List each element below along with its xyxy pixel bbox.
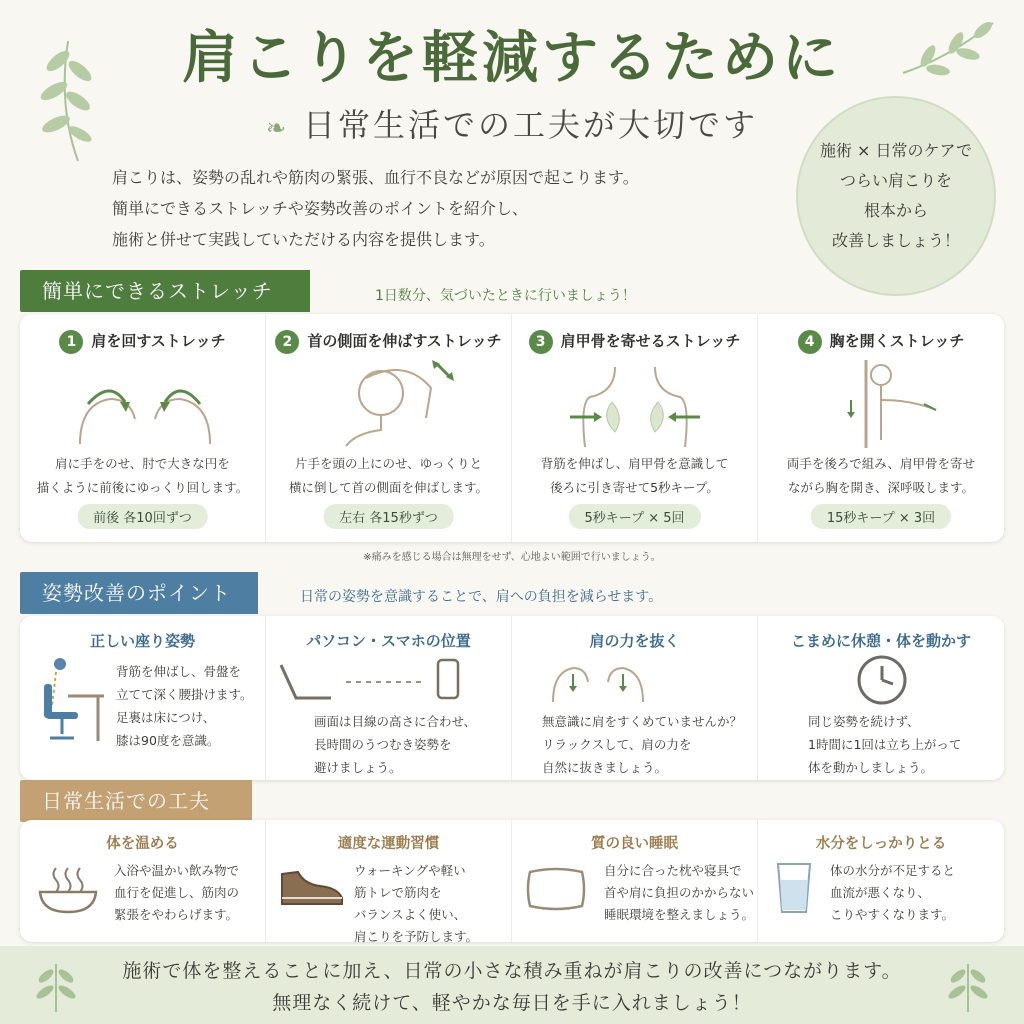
desc-line: バランスよく使い、 [354, 907, 467, 922]
desc-line: 両手を後ろで組み、肩甲骨を寄せ [786, 456, 976, 471]
stretch-card [512, 314, 758, 542]
subtitle-text: 日常生活での工夫が大切です [303, 106, 759, 144]
repetition-badge: 前後 各10回ずつ [77, 504, 208, 529]
desc-line: 膝は90度を意識。 [116, 733, 220, 748]
water-glass-icon [774, 862, 814, 914]
lifestyle-title: 体を温める [106, 836, 179, 852]
highlight-circle [796, 96, 996, 296]
desc-line: こりやすくなります。 [830, 907, 955, 922]
lifestyle-title: 水分をしっかりとる [815, 836, 947, 852]
stretch-title [266, 330, 511, 354]
circle-line: つらい肩こりを [839, 171, 952, 190]
chest-open-icon [836, 360, 946, 448]
lifestyle-card [20, 820, 266, 942]
desc-line: 筋トレで筋肉を [354, 885, 442, 900]
desc-line: 足裏は床につけ、 [116, 710, 216, 725]
footer-banner [0, 946, 1024, 1024]
footer-line: 無理なく続けて、軽やかな毎日を手に入れましょう！ [272, 992, 752, 1014]
stretch-desc [526, 452, 743, 500]
desc-line: 体を動かしましょう。 [808, 760, 934, 775]
step-number: 3 [529, 330, 553, 354]
section-heading-stretch: 簡単にできるストレッチ [20, 270, 310, 312]
desc-line: ながら胸を開き、深呼吸します。 [787, 480, 974, 495]
lifestyle-desc [114, 860, 239, 926]
posture-card [266, 616, 512, 780]
footer-line: 施術で体を整えることに加え、日常の小さな積み重ねが肩こりの改善につながります。 [122, 960, 902, 982]
repetition-badge: 左右 各15秒ずつ [323, 504, 454, 529]
desc-line: 立てて深く腰掛けます。 [116, 687, 253, 702]
stretch-card [20, 314, 266, 542]
desc-line: 描くように前後にゆっくり回します。 [36, 480, 249, 495]
desc-line: 自分に合った枕や寝具で [604, 863, 742, 878]
lifestyle-card [512, 820, 758, 942]
section-note-stretch: 1日数分、気づいたときに行いましょう！ [375, 288, 636, 304]
posture-card [512, 616, 758, 780]
desc-line: 同じ姿勢を続けず、 [808, 714, 920, 729]
posture-title: 肩の力を抜く [589, 632, 680, 650]
desc-line: 緊張をやわらげます。 [114, 907, 239, 922]
lifestyle-panel [20, 820, 1004, 942]
intro-text [112, 162, 772, 255]
lifestyle-desc [604, 860, 754, 926]
page-title: 肩こりを軽減するために [182, 25, 842, 91]
step-number: 2 [275, 330, 299, 354]
intro-line: 肩こりは、姿勢の乱れや筋肉の緊張、血行不良などが原因で起こります。 [112, 168, 639, 187]
desc-line: 背筋を伸ばし、骨盤を [116, 664, 242, 679]
desc-line: 睡眠環境を整えましょう。 [604, 907, 755, 922]
shoe-icon [276, 864, 346, 908]
leaf-icon: ❧ [265, 114, 290, 142]
lifestyle-card [266, 820, 512, 942]
posture-title: 正しい座り姿勢 [89, 632, 195, 650]
step-number: 4 [798, 330, 822, 354]
posture-title: パソコン・スマホの位置 [306, 632, 471, 650]
desc-line: 画面は目線の高さに合わせ、 [314, 714, 477, 729]
lifestyle-desc [354, 860, 478, 948]
stretch-title-text: 胸を開くストレッチ [829, 332, 965, 350]
stretch-card [266, 314, 512, 542]
stretch-panel [20, 314, 1004, 542]
intro-line: 施術と併せて実践していただける内容を提供します。 [112, 230, 495, 249]
section-heading-lifestyle: 日常生活での工夫 [20, 780, 252, 822]
posture-desc [116, 660, 253, 752]
chair-icon [38, 656, 108, 746]
desc-line: 首や肩に負担のかからない [604, 885, 755, 900]
shoulder-rotate-icon [70, 374, 220, 449]
lifestyle-desc [830, 860, 955, 926]
stretch-card [758, 314, 1004, 542]
posture-title: こまめに休憩・体を動かす [790, 632, 971, 650]
step-number: 1 [59, 330, 83, 354]
stretch-desc [772, 452, 990, 500]
desc-line: 1時間に1回は立ち上がって [808, 737, 962, 752]
section-note-posture: 日常の姿勢を意識することで、肩への負担を減らせます。 [300, 589, 663, 605]
desc-line: 自然に抜きましょう。 [542, 760, 668, 775]
neck-stretch-icon [336, 358, 456, 448]
pillow-icon [524, 864, 588, 914]
posture-desc [314, 710, 476, 779]
relax-shoulder-icon [548, 660, 648, 705]
caution-note: ※痛みを感じる場合は無理をせず、心地よい範囲で行いましょう。 [363, 552, 661, 563]
lifestyle-card [758, 820, 1004, 942]
desc-line: リラックスして、肩の力を [542, 737, 692, 752]
desc-line: 血流が悪くなり、 [830, 885, 931, 900]
desc-line: 血行を促進し、筋肉の [114, 885, 240, 900]
stretch-desc [280, 452, 497, 500]
circle-line: 改善しましょう！ [831, 231, 960, 250]
stretch-title [758, 330, 1004, 354]
section-heading-posture: 姿勢改善のポイント [20, 572, 258, 614]
intro-line: 簡単にできるストレッチや姿勢改善のポイントを紹介し、 [112, 199, 528, 218]
desc-line: 入浴や温かい飲み物で [114, 863, 240, 878]
shoulder-blade-icon [570, 362, 700, 447]
stretch-title-text: 肩甲骨を寄せるストレッチ [560, 332, 741, 350]
desc-line: 避けましょう。 [314, 760, 402, 775]
desc-line: 片手を頭の上にのせ、ゆっくりと [294, 456, 482, 471]
lifestyle-title: 質の良い睡眠 [591, 836, 678, 852]
stretch-title-text: 肩を回すストレッチ [91, 332, 226, 350]
stretch-title-text: 首の側面を伸ばすストレッチ [307, 332, 502, 350]
repetition-badge: 5秒キープ × 5回 [568, 504, 700, 529]
desc-line: 長時間のうつむき姿勢を [314, 737, 452, 752]
posture-card [20, 616, 266, 780]
desc-line: 無意識に肩をすくめていませんか？ [542, 714, 743, 729]
circle-line: 根本から [863, 201, 928, 220]
posture-desc [542, 710, 742, 779]
repetition-badge: 15秒キープ × 3回 [811, 504, 951, 529]
stretch-title [20, 330, 265, 354]
bath-bowl-icon [36, 864, 100, 914]
stretch-title [512, 330, 757, 354]
clock-icon [856, 654, 908, 706]
stretch-desc [34, 452, 251, 500]
posture-desc [808, 710, 961, 779]
desc-line: 体の水分が不足すると [830, 863, 956, 878]
desc-line: 肩こりを予防します。 [354, 929, 479, 944]
posture-card [758, 616, 1004, 780]
laptop-phone-icon [276, 660, 476, 705]
desc-line: 肩に手をのせ、肘で大きな円を [55, 456, 230, 471]
desc-line: 背筋を伸ばし、肩甲骨を意識して [540, 456, 729, 471]
desc-line: ウォーキングや軽い [354, 863, 466, 878]
lifestyle-title: 適度な運動習慣 [337, 836, 440, 852]
circle-line: 施術 × 日常のケアで [819, 141, 973, 160]
desc-line: 横に倒して首の側面を伸ばします。 [288, 480, 488, 495]
desc-line: 後ろに引き寄せて5秒キープ。 [550, 480, 719, 495]
posture-panel [20, 616, 1004, 780]
